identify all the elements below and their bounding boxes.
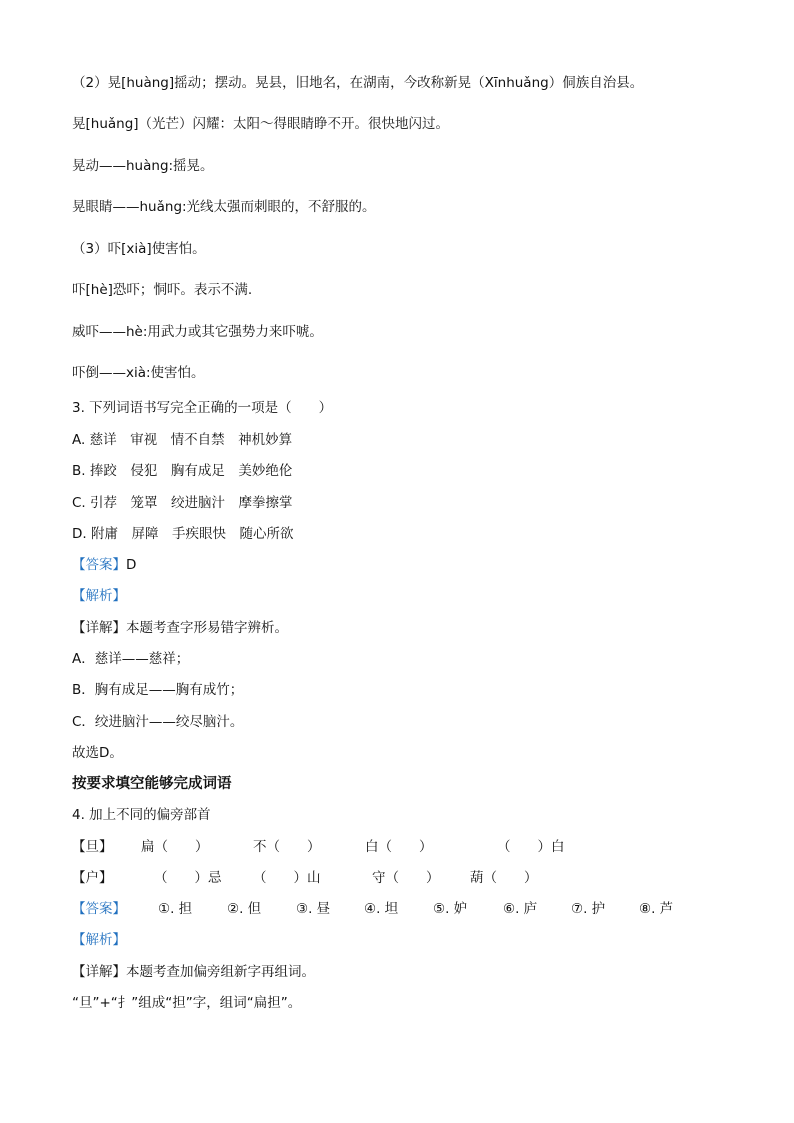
detail-line: 【详解】本题考查字形易错字辨析。 bbox=[72, 620, 288, 636]
section-heading: 按要求填空能够完成词语 bbox=[72, 776, 232, 792]
answer-item: ①. 担 bbox=[158, 901, 193, 917]
blank-item: 扁（ ） bbox=[141, 839, 209, 855]
paragraph: 晃动——huàng:摇晃。 bbox=[72, 158, 214, 174]
analysis-tag: 【解析】 bbox=[72, 588, 126, 604]
paragraph: 晃[huǎng]（光芒）闪耀：太阳～得眼睛睁不开。很快地闪过。 bbox=[72, 116, 450, 132]
answer-item: ⑧. 芦 bbox=[639, 901, 674, 917]
detail-line: 【详解】本题考查加偏旁组新字再组词。 bbox=[72, 964, 315, 980]
paragraph: 晃眼睛——huǎng:光线太强而刺眼的，不舒服的。 bbox=[72, 199, 376, 215]
paragraph: 吓[hè]恐吓；恫吓。表示不满. bbox=[72, 282, 253, 298]
row-key: 【户】 bbox=[72, 870, 113, 886]
option-b: B. 捧跤 侵犯 胸有成足 美妙绝伦 bbox=[72, 463, 293, 479]
answer-tag: 【答案】 bbox=[72, 557, 126, 573]
blank-item: （ ）忌 bbox=[154, 870, 222, 886]
paragraph: 威吓——hè:用武力或其它强势力来吓唬。 bbox=[72, 324, 323, 340]
option-a: A. 慈详 审视 情不自禁 神机妙算 bbox=[72, 432, 293, 448]
blank-item: 白（ ） bbox=[365, 839, 433, 855]
blank-item: 葫（ ） bbox=[470, 870, 538, 886]
analysis-tag: 【解析】 bbox=[72, 932, 126, 948]
paragraph: 吓倒——xià:使害怕。 bbox=[72, 365, 205, 381]
answer-item: ⑦. 护 bbox=[571, 901, 606, 917]
answer-item: ⑤. 妒 bbox=[433, 901, 468, 917]
answer-tag: 【答案】 bbox=[72, 901, 126, 917]
option-c: C. 引荐 笼罩 绞进脑汁 摩拳擦掌 bbox=[72, 495, 293, 511]
option-d: D. 附庸 屏障 手疾眼快 随心所欲 bbox=[72, 526, 294, 542]
explanation-line: A．慈详——慈祥； bbox=[72, 651, 190, 667]
conclusion-line: 故选D。 bbox=[72, 745, 123, 761]
explanation-line: “旦”+“扌”组成“担”字，组词“扁担”。 bbox=[72, 995, 302, 1011]
question-stem: 3. 下列词语书写完全正确的一项是（ ） bbox=[72, 400, 333, 416]
answer-line bbox=[72, 556, 136, 574]
answer-item: ②. 但 bbox=[227, 901, 262, 917]
blank-item: （ ）白 bbox=[497, 839, 565, 855]
paragraph: （2）晃[huàng]摇动；摆动。晃县，旧地名，在湖南，今改称新晃（Xīnhuǎng）侗族自治县。 bbox=[72, 75, 644, 91]
blank-item: 不（ ） bbox=[253, 839, 321, 855]
answer-item: ⑥. 庐 bbox=[503, 901, 538, 917]
explanation-line: B．胸有成足——胸有成竹； bbox=[72, 682, 244, 698]
answer-item: ③. 昼 bbox=[296, 901, 331, 917]
question-stem: 4. 加上不同的偏旁部首 bbox=[72, 807, 211, 823]
blank-item: 守（ ） bbox=[372, 870, 440, 886]
answer-item: ④. 坦 bbox=[364, 901, 399, 917]
row-key: 【旦】 bbox=[72, 839, 113, 855]
answer-value: D bbox=[126, 557, 137, 573]
explanation-line: C．绞进脑汁——绞尽脑汁。 bbox=[72, 714, 244, 730]
blank-item: （ ）山 bbox=[253, 870, 321, 886]
paragraph: （3）吓[xià]使害怕。 bbox=[72, 241, 206, 257]
